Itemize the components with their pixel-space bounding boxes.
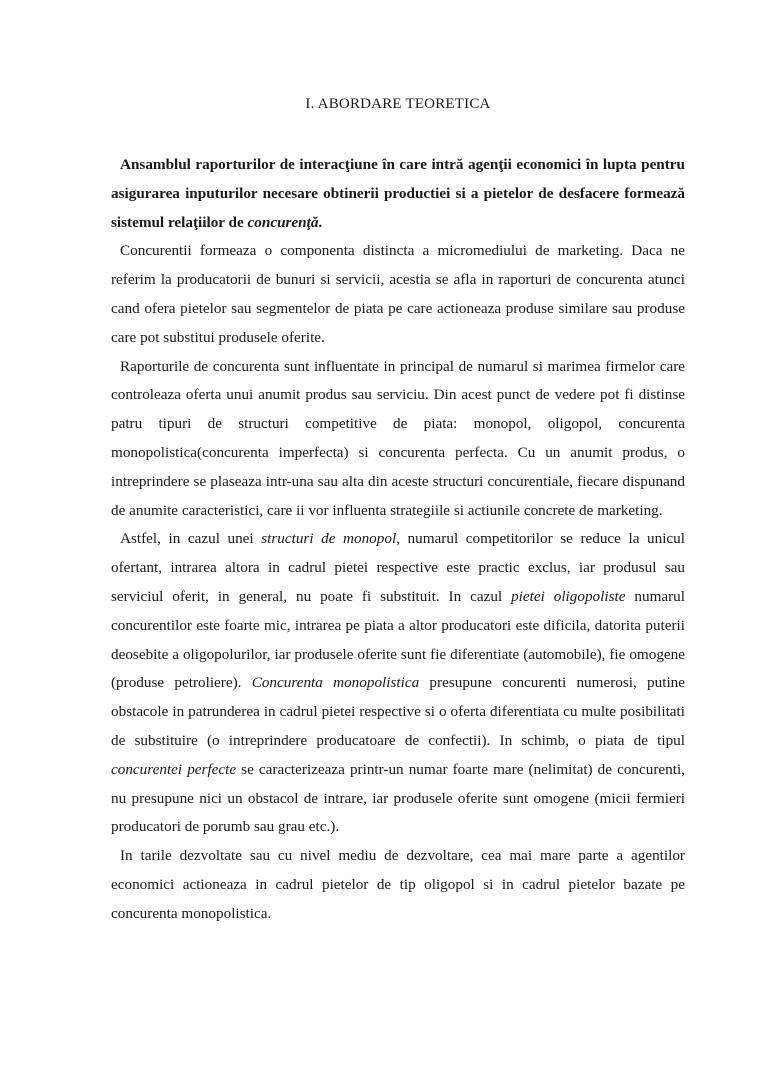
p3-text-2: , numarul competitorilor se reduce la unicul ofertant, intrarea altora in cadrul pietei respective este practic exclus, iar produsul sau serviciul oferit, in general, nu poate fi substituit. In cazul [111, 530, 685, 605]
paragraph-2: Raporturile de concurenta sunt influentate in principal de numarul si marimea firmelor care controleaza oferta unui anumit produs sau serviciu. Din acest punct de vedere pot fi distinse patru tipuri de structuri competitive de piata: monopol, oligopol, concurenta monopolistica(concurenta imperfecta) si concurenta perfecta. Cu un anumit produs, o intreprindere se plaseaza intr-una sau alta din aceste structuri concurentiale, fiecare dispunand de anumite caracteristici, care ii vor influenta strategiile si actiunile concrete de marketing. [111, 357, 685, 519]
title-spacer [111, 114, 685, 151]
p3-text-4: presupune concurenti numerosi, putine obstacole in patrunderea in cadrul pietei respective si o oferta diferentiata cu multe posibilitati de substituire (o intreprindere producatoare de confectii). In schimb, o piata de tipul [111, 674, 685, 749]
lead-end: . [318, 213, 323, 231]
lead-text: Ansamblul raporturilor de interacţiune în care intră agenţii economici în lupta pentru asigurarea inputurilor necesare obtinerii productiei si a pietelor de desfacere formează sistemul relaţiilor de [111, 156, 685, 231]
p3-emphasis-oligopol: pietei oligopoliste [511, 587, 626, 605]
p3-text-5: se caracterizeaza printr-un numar foarte mare (nelimitat) de concurenti, nu presupune nici un obstacol de intrare, iar produsele oferite sunt omogene (micii fermieri producatori de porumb sau grau etc.). [111, 760, 685, 836]
p3-text-1: Astfel, in cazul unei [120, 530, 262, 548]
p3-emphasis-perfecta: concurentei perfecte [111, 760, 237, 778]
p3-emphasis-monopolistica: Concurenta monopolistica [251, 674, 420, 692]
lead-paragraph [111, 151, 685, 237]
p3-emphasis-monopol: structuri de monopol [261, 530, 397, 548]
lead-emphasis: concurenţă [247, 213, 319, 231]
paragraph-4: In tarile dezvoltate sau cu nivel mediu de dezvoltare, cea mai mare parte a agentilor economici actioneaza in cadrul pietelor de tip oligopol si in cadrul pietelor bazate pe concurenta monopolistica. [111, 847, 685, 922]
paragraph-3 [111, 525, 685, 842]
p3-text-3: numarul concurentilor este foarte mic, intrarea pe piata a altor producatori este dificila, datorita puterii deosebite a oligopolurilor, iar produsele oferite sunt fie diferentiate (automobile), fie omogene (produse petroliere). [111, 587, 685, 692]
page-title: I. ABORDARE TEORETICA [305, 96, 491, 112]
paragraph-1: Concurentii formeaza o componenta distincta a micromediului de marketing. Daca ne referim la producatorii de bunuri si servicii, acestia se afla in raporturi de concurenta atunci cand ofera pietelor sau segmentelor de piata pe care actioneaza produse similare sau produse care pot substitui produsele oferite. [111, 242, 685, 346]
